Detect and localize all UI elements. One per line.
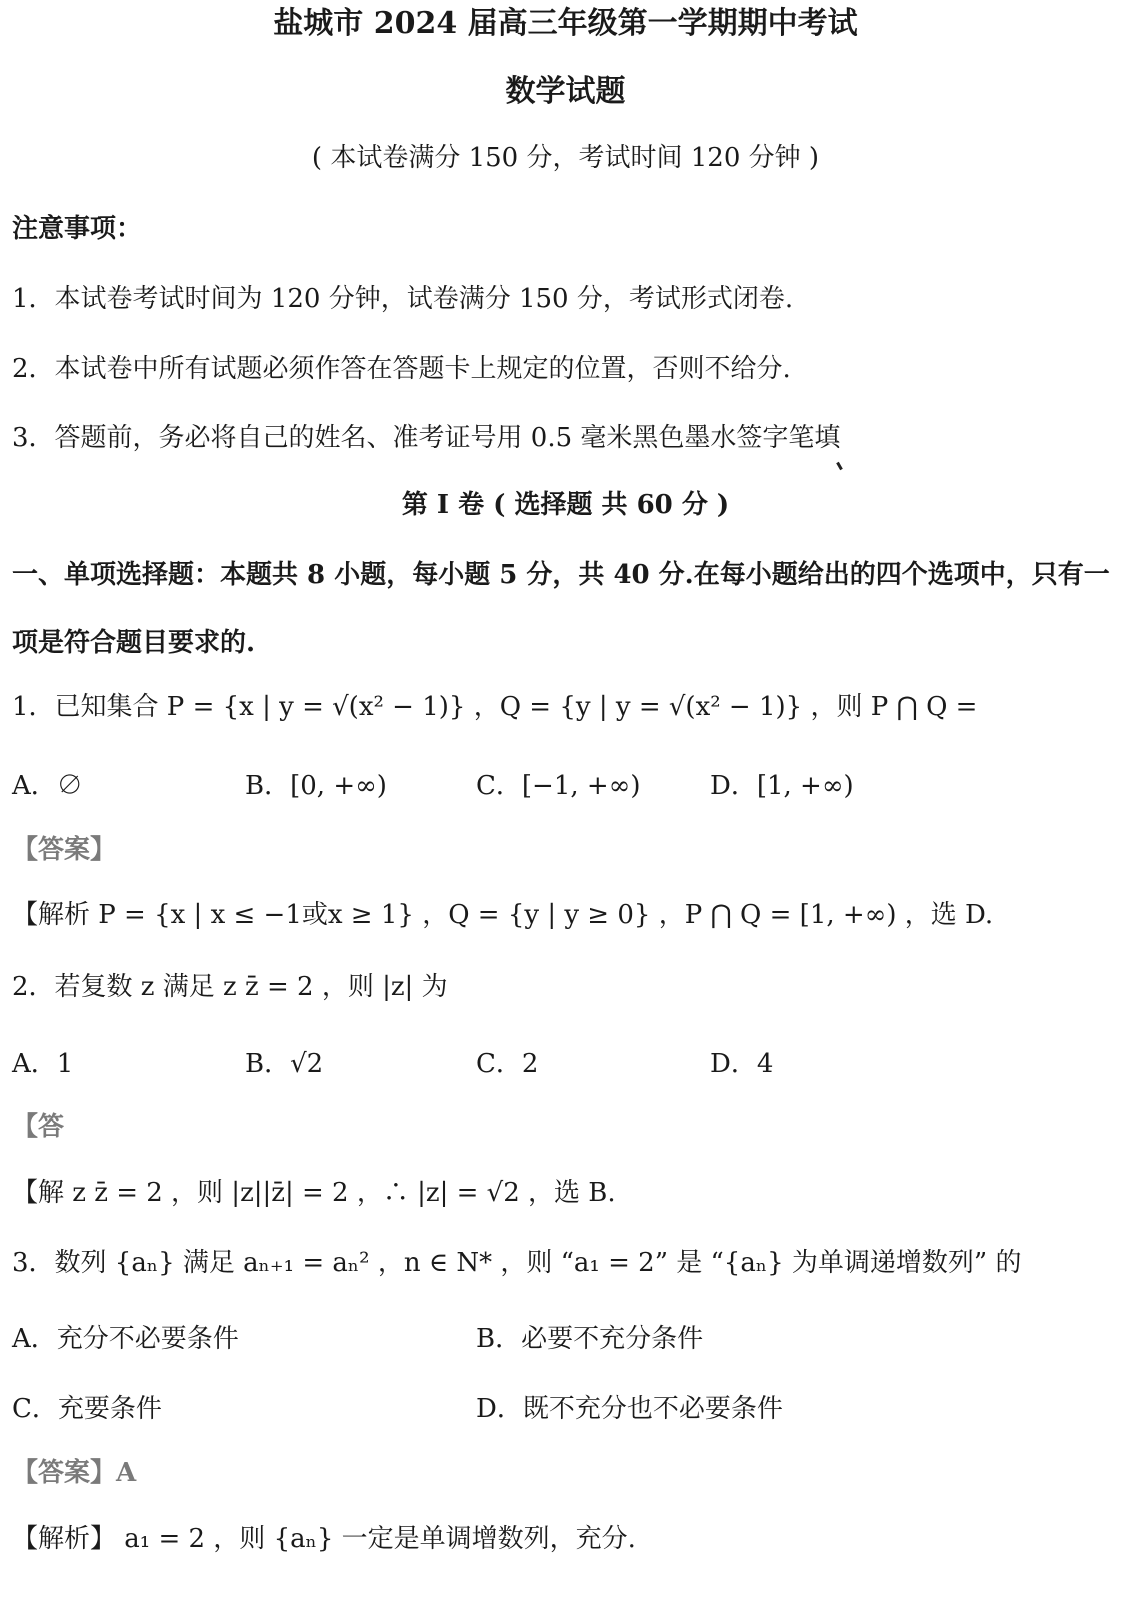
question-1-option-b: B．[0, +∞) <box>245 771 387 801</box>
question-1-option-a: A．∅ <box>12 771 83 801</box>
question-1-option-d: D．[1, +∞) <box>710 771 854 801</box>
question-2-answer: 【答 <box>12 1112 65 1142</box>
section-heading-line1: 一、单项选择题：本题共 8 小题，每小题 5 分，共 40 分.在每小题给出的四个选项中，只有一 <box>12 560 1110 590</box>
stray-mark <box>836 462 843 470</box>
question-3-stem: 3．数列 {aₙ} 满足 aₙ₊₁ = aₙ² ，n ∈ N* ，则 “a₁ = 2” 是 “{aₙ} 为单调递增数列” 的 <box>12 1248 1022 1278</box>
question-3-answer: 【答案】A <box>12 1458 137 1488</box>
question-3-option-a: A．充分不必要条件 <box>12 1324 239 1354</box>
question-1-analysis: 【解析 P = {x | x ≤ −1或x ≥ 1} ，Q = {y | y ≥ 0} ，P ⋂ Q = [1, +∞) ，选 D. <box>12 900 994 930</box>
question-2-option-c: C．2 <box>476 1049 539 1079</box>
question-1-stem: 1．已知集合 P = {x | y = √(x² − 1)} ，Q = {y | y = √(x² − 1)} ，则 P ⋂ Q = <box>12 692 978 722</box>
note-item-1: 1．本试卷考试时间为 120 分钟，试卷满分 150 分，考试形式闭卷. <box>12 284 794 314</box>
question-3-option-c: C．充要条件 <box>12 1394 162 1424</box>
section-heading-line2: 项是符合题目要求的. <box>12 628 256 658</box>
question-2-analysis: 【解 z z̄ = 2 ，则 |z||z̄| = 2 ，∴ |z| = √2 ，选 B. <box>12 1178 616 1208</box>
note-item-3: 3．答题前，务必将自己的姓名、准考证号用 0.5 毫米黑色墨水签字笔填 <box>12 423 841 453</box>
question-2-option-a: A．1 <box>12 1049 74 1079</box>
question-2-option-b: B．√2 <box>245 1049 324 1079</box>
note-item-2: 2．本试卷中所有试题必须作答在答题卡上规定的位置，否则不给分. <box>12 354 791 384</box>
subject-title: 数学试题 <box>505 74 626 109</box>
question-2-stem: 2．若复数 z 满足 z z̄ = 2 ，则 |z| 为 <box>12 972 448 1002</box>
question-3-analysis: 【解析】 a₁ = 2 ，则 {aₙ} 一定是单调增数列，充分. <box>12 1524 636 1554</box>
question-3-option-b: B．必要不充分条件 <box>476 1324 704 1354</box>
exam-title: 盐城市 2024 届高三年级第一学期期中考试 <box>273 6 858 41</box>
question-2-option-d: D．4 <box>710 1049 774 1079</box>
question-1-answer: 【答案】 <box>12 835 117 865</box>
part-title: 第 I 卷 ( 选择题 共 60 分 ) <box>401 490 730 520</box>
exam-info: ( 本试卷满分 150 分，考试时间 120 分钟 ) <box>311 143 820 173</box>
question-3-option-d: D．既不充分也不必要条件 <box>476 1394 783 1424</box>
notes-heading: 注意事项： <box>12 214 143 244</box>
question-1-option-c: C．[−1, +∞) <box>476 771 641 801</box>
